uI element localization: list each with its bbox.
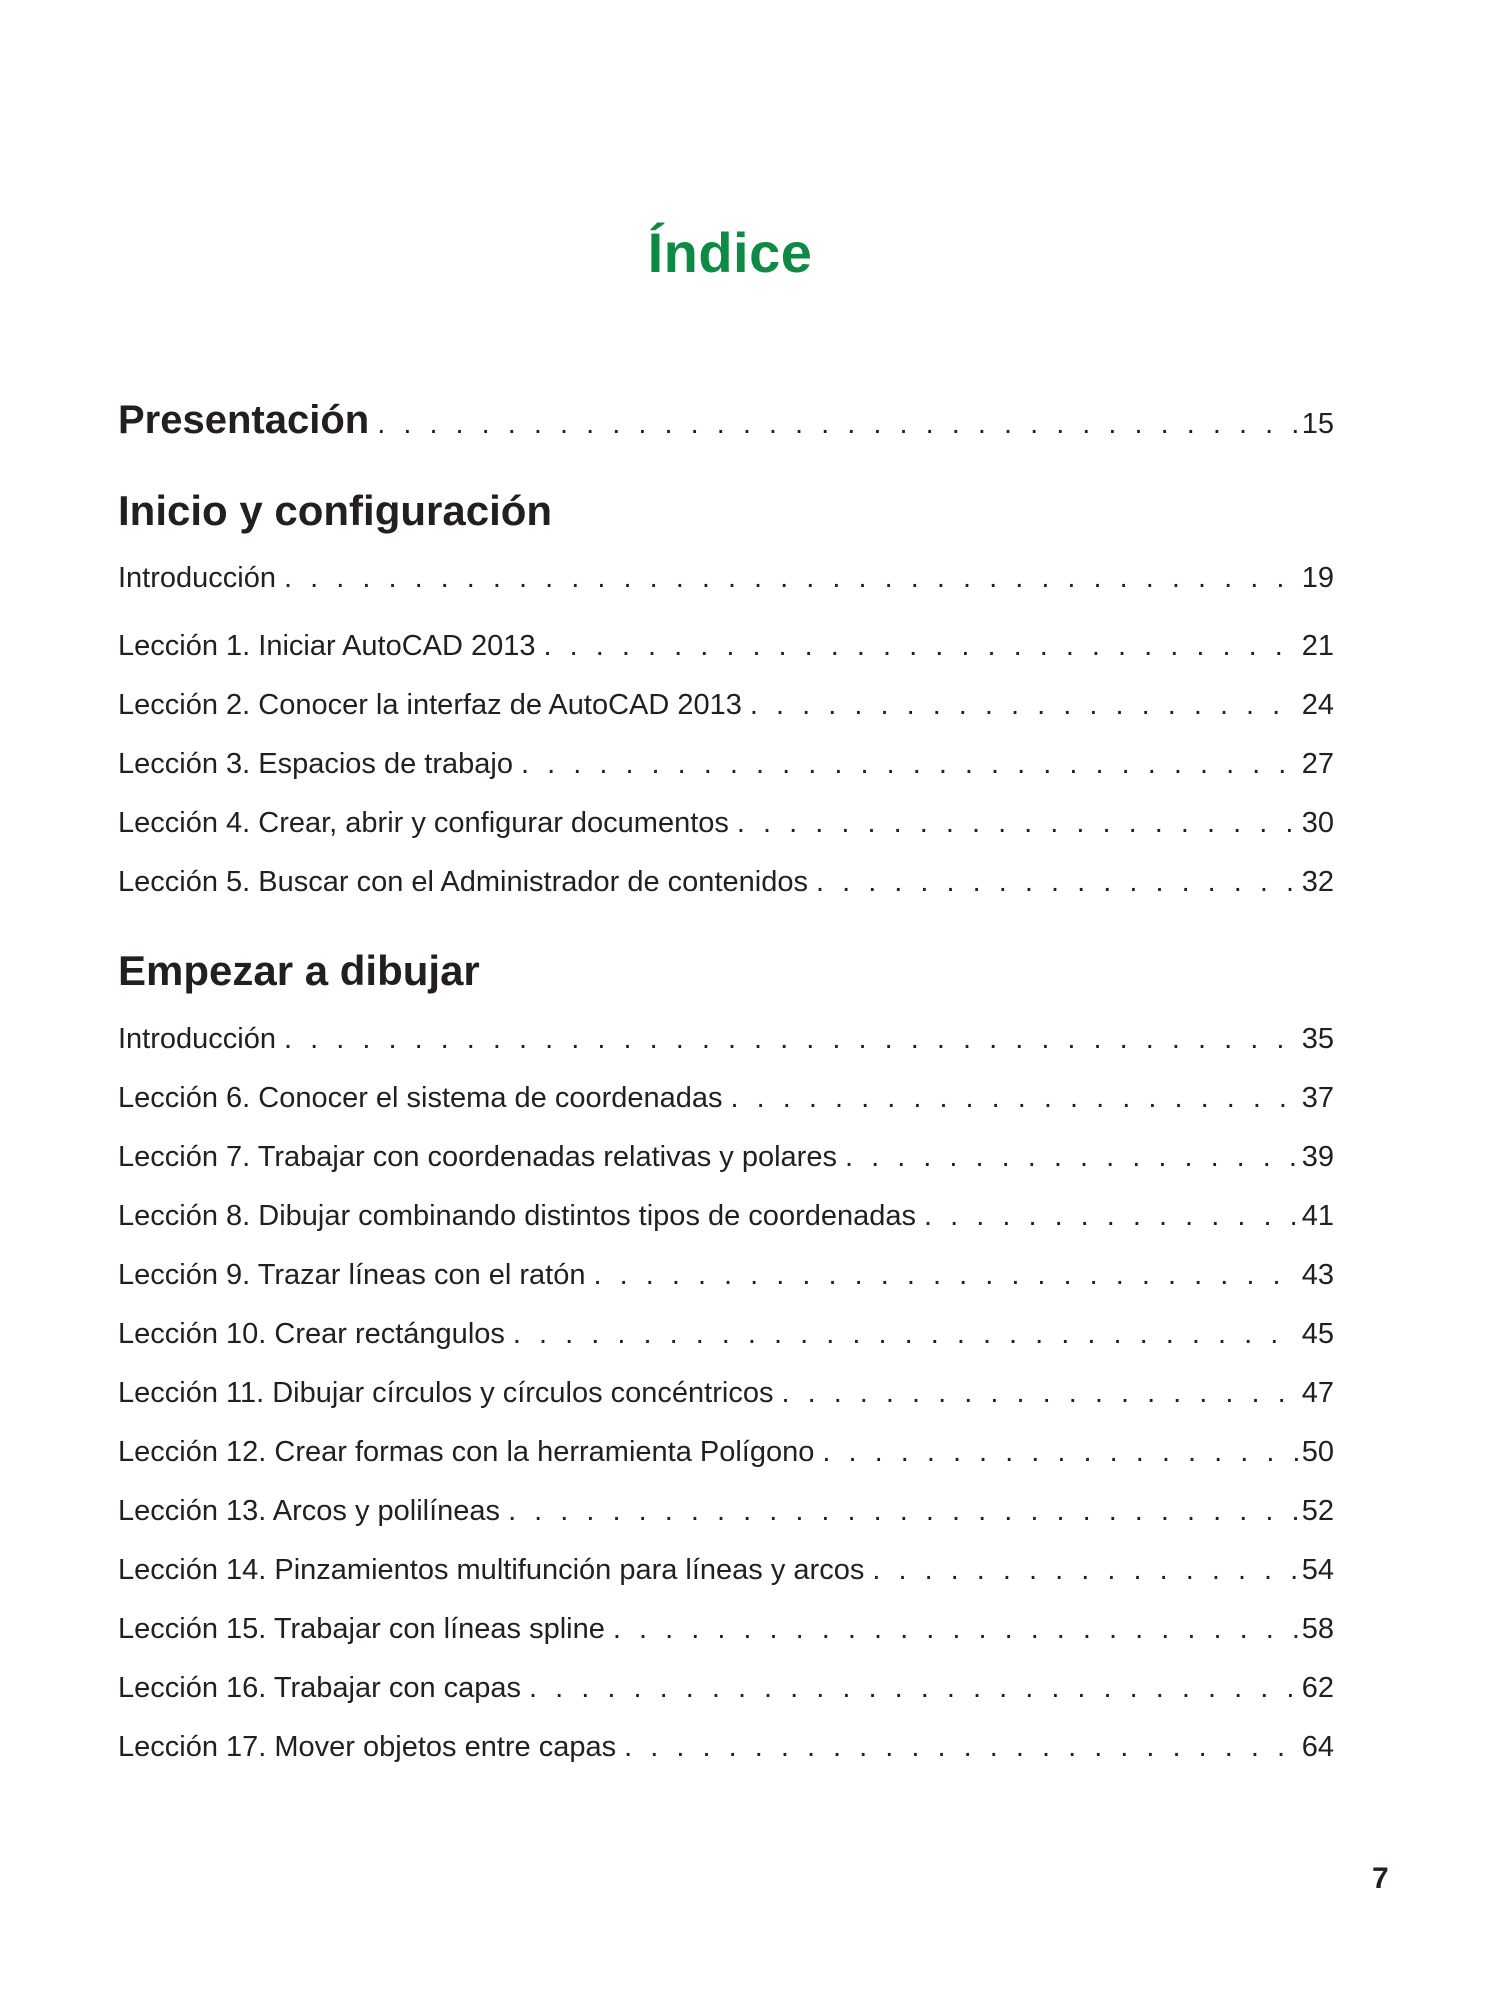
toc-dot-leader <box>529 1672 1298 1705</box>
toc-entry[interactable] <box>118 1082 1334 1115</box>
toc-entry-label: Lección 10. Crear rectángulos <box>118 1318 505 1350</box>
section-heading-empezar: Empezar a dibujar <box>118 947 480 994</box>
toc-entry-label: Lección 6. Conocer el sistema de coordenadas <box>118 1082 723 1114</box>
toc-entry[interactable] <box>118 1141 1334 1174</box>
toc-entry-label: Lección 7. Trabajar con coordenadas relativas y polares <box>118 1141 837 1173</box>
toc-entry[interactable] <box>118 1613 1334 1646</box>
toc-dot-leader <box>731 1082 1298 1115</box>
toc-entry-label: Lección 12. Crear formas con la herramienta Polígono <box>118 1436 815 1468</box>
toc-entry[interactable] <box>118 1259 1334 1292</box>
toc-page-number: 27 <box>1301 748 1334 780</box>
toc-entry-label: Lección 2. Conocer la interfaz de AutoCAD 2013 <box>118 689 742 721</box>
toc-entry[interactable] <box>118 1200 1334 1233</box>
toc-page-number: 37 <box>1301 1082 1334 1114</box>
toc-page-number: 62 <box>1301 1672 1334 1704</box>
toc-page-number: 58 <box>1301 1613 1334 1645</box>
toc-entry-label: Lección 8. Dibujar combinando distintos tipos de coordenadas <box>118 1200 916 1232</box>
toc-entry[interactable] <box>118 1436 1334 1469</box>
page-title: Índice <box>647 221 813 284</box>
toc-entry[interactable] <box>118 630 1334 663</box>
toc-entry-label: Lección 13. Arcos y polilíneas <box>118 1495 501 1527</box>
toc-dot-leader <box>544 630 1298 663</box>
toc-page-number: 64 <box>1301 1731 1334 1763</box>
toc-dot-leader <box>284 562 1298 595</box>
toc-entry-label: Lección 4. Crear, abrir y configurar documentos <box>118 807 729 839</box>
toc-dot-leader <box>822 1436 1297 1469</box>
toc-page-number: 24 <box>1301 689 1334 721</box>
toc-dot-leader <box>781 1377 1297 1410</box>
toc-page-number: 30 <box>1301 807 1334 839</box>
toc-entry[interactable] <box>118 1023 1334 1056</box>
toc-dot-leader <box>737 807 1298 840</box>
toc-entry-label: Lección 14. Pinzamientos multifunción para líneas y arcos <box>118 1554 865 1586</box>
toc-entry[interactable] <box>118 689 1334 722</box>
page-number: 7 <box>1372 1862 1389 1895</box>
toc-entry[interactable] <box>118 1731 1334 1764</box>
toc-page-number: 32 <box>1301 866 1334 898</box>
toc-dot-leader <box>845 1141 1298 1174</box>
toc-dot-leader <box>508 1495 1298 1528</box>
toc-dot-leader <box>284 1023 1298 1056</box>
toc-page-number: 43 <box>1301 1259 1334 1291</box>
toc-page-number: 45 <box>1301 1318 1334 1350</box>
section-heading-inicio: Inicio y configuración <box>118 487 553 534</box>
toc-entry[interactable] <box>118 1318 1334 1351</box>
toc-dot-leader <box>750 689 1298 722</box>
toc-entry-label: Lección 5. Buscar con el Administrador de contenidos <box>118 866 808 898</box>
toc-dot-leader <box>816 866 1298 899</box>
toc-entry[interactable] <box>118 866 1334 899</box>
toc-entry[interactable] <box>118 748 1334 781</box>
toc-entry[interactable] <box>118 1495 1334 1528</box>
toc-page-number: 52 <box>1301 1495 1334 1527</box>
toc-page-number: 21 <box>1301 630 1334 662</box>
toc-dot-leader <box>521 748 1298 781</box>
toc-entry[interactable] <box>118 807 1334 840</box>
toc-entry-label: Lección 16. Trabajar con capas <box>118 1672 522 1704</box>
toc-page-number: 41 <box>1301 1200 1334 1232</box>
toc-dot-leader <box>377 408 1298 441</box>
toc-entry-label: Lección 3. Espacios de trabajo <box>118 748 513 780</box>
toc-entry-label: Lección 1. Iniciar AutoCAD 2013 <box>118 630 536 662</box>
toc-page-number: 35 <box>1301 1023 1334 1055</box>
toc-entry-label: Introducción <box>118 562 276 594</box>
toc-entry[interactable] <box>118 1672 1334 1705</box>
toc-entry-label: Lección 15. Trabajar con líneas spline <box>118 1613 605 1645</box>
toc-entry-label: Presentación <box>118 398 370 442</box>
toc-entry[interactable] <box>118 1377 1334 1410</box>
toc-page-number: 39 <box>1301 1141 1334 1173</box>
toc-entry[interactable] <box>118 562 1334 595</box>
toc-page-number: 19 <box>1301 562 1334 594</box>
toc-entry-label: Lección 9. Trazar líneas con el ratón <box>118 1259 586 1291</box>
toc-dot-leader <box>613 1613 1298 1646</box>
toc-dot-leader <box>624 1731 1298 1764</box>
toc-entry-presentation[interactable] <box>118 398 1334 443</box>
toc-entry-label: Lección 17. Mover objetos entre capas <box>118 1731 617 1763</box>
toc-page-number: 47 <box>1301 1377 1334 1409</box>
toc-page-number: 50 <box>1301 1436 1334 1468</box>
toc-dot-leader <box>513 1318 1298 1351</box>
toc-page-number: 15 <box>1301 408 1334 440</box>
toc-dot-leader <box>924 1200 1298 1233</box>
toc-entry[interactable] <box>118 1554 1334 1587</box>
toc-dot-leader <box>593 1259 1297 1292</box>
toc-page-number: 54 <box>1301 1554 1334 1586</box>
toc-dot-leader <box>872 1554 1297 1587</box>
toc-entry-label: Introducción <box>118 1023 276 1055</box>
toc-entry-label: Lección 11. Dibujar círculos y círculos concéntricos <box>118 1377 774 1409</box>
